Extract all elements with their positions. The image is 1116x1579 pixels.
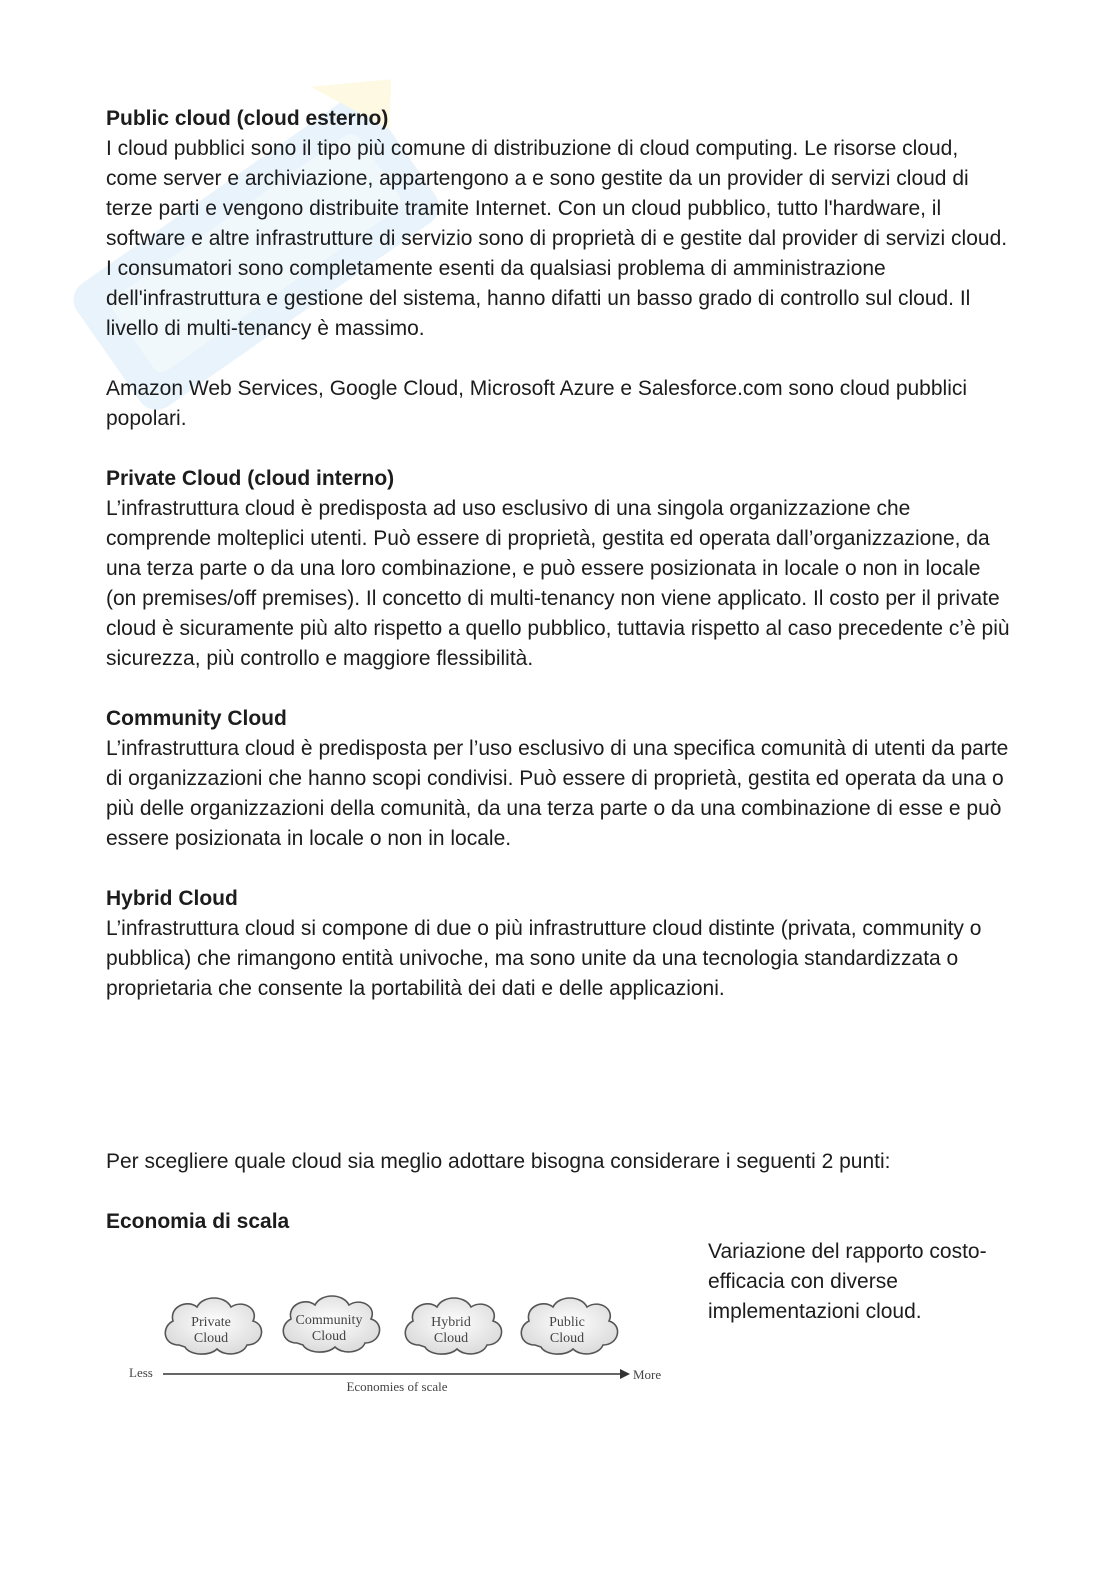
document-body (106, 104, 1011, 1004)
axis-title: Economies of scale (346, 1379, 448, 1394)
cloud-label-line2: Cloud (311, 1329, 347, 1344)
cloud-public (521, 1298, 617, 1354)
cloud-community (283, 1296, 379, 1352)
section-paragraph: L’infrastruttura cloud si compone di due o più infrastrutture cloud distinte (privata, community o pubblica) che rimangono entità univoche, ma sono unite da una tecnologia standardizzata o proprietaria che consente la portabilità dei dati e delle applicazioni. (106, 917, 982, 1000)
cloud-label-line1: Public (549, 1315, 585, 1330)
section-heading: Community Cloud (106, 707, 287, 730)
intro-text: Per scegliere quale cloud sia meglio adottare bisogna considerare i seguenti 2 punti: (106, 1150, 891, 1173)
section-public-cloud (106, 104, 1011, 434)
diagram-caption: Variazione del rapporto costo-efficacia con diverse implementazioni cloud. (708, 1240, 987, 1323)
cloud-label-line1: Community (295, 1313, 363, 1328)
section-heading: Hybrid Cloud (106, 887, 238, 910)
section-paragraph: Amazon Web Services, Google Cloud, Microsoft Azure e Salesforce.com sono cloud pubblici popolari. (106, 377, 968, 430)
section-hybrid-cloud (106, 884, 1011, 1004)
cloud-label-line2: Cloud (193, 1331, 229, 1346)
cloud-hybrid (405, 1298, 501, 1354)
cloud-label-line2: Cloud (433, 1331, 469, 1346)
section-paragraph: L’infrastruttura cloud è predisposta per l’uso esclusivo di una specifica comunità di utenti da parte di organizzazioni che hanno scopi condivisi. Può essere di proprietà, gestita ed operata da una o più delle organizzazioni della comunità, da una terza parte o da una combinazione di esse e può essere posizionata in locale o non in locale. (106, 737, 1009, 850)
section-paragraph: L’infrastruttura cloud è predisposta ad uso esclusivo di una singola organizzazione che comprende molteplici utenti. Può essere di proprietà, gestita ed operata dall’organizzazione, da una terza parte o da una loro combinazione, e può essere posizionata in locale o non in locale (on premises/off premises). Il concetto di multi-tenancy non viene applicato. Il costo per il private cloud è sicuramente più alto rispetto a quello pubblico, tuttavia rispetto al caso precedente c’è più sicurezza, più controllo e maggiore flessibilità. (106, 497, 1010, 670)
section-heading: Public cloud (cloud esterno) (106, 107, 389, 130)
section-private-cloud (106, 464, 1011, 674)
section-community-cloud (106, 704, 1011, 854)
section-heading: Private Cloud (cloud interno) (106, 467, 395, 490)
cloud-label-line2: Cloud (549, 1331, 585, 1346)
axis-left-label: Less (129, 1365, 153, 1380)
economies-of-scale-diagram (125, 1285, 670, 1400)
axis-arrow-icon (620, 1369, 630, 1379)
cloud-label-line1: Hybrid (431, 1315, 471, 1330)
cloud-label-line1: Private (191, 1315, 231, 1330)
axis-right-label: More (633, 1367, 662, 1382)
economy-heading: Economia di scala (106, 1210, 290, 1233)
cloud-private (165, 1298, 261, 1354)
section-paragraph: I cloud pubblici sono il tipo più comune di distribuzione di cloud computing. Le risorse cloud, come server e archiviazione, appartengono a e sono gestite da un provider di servizi cloud di terze parti e vengono distribuite tramite Internet. Con un cloud pubblico, tutto l'hardware, il software e altre infrastrutture di servizio sono di proprietà di e gestite dal provider di servizi cloud. I consumatori sono completamente esenti da qualsiasi problema di amministrazione dell'infrastruttura e gestione del sistema, hanno difatti un basso grado di controllo sul cloud. Il livello di multi-tenancy è massimo. (106, 137, 1008, 340)
